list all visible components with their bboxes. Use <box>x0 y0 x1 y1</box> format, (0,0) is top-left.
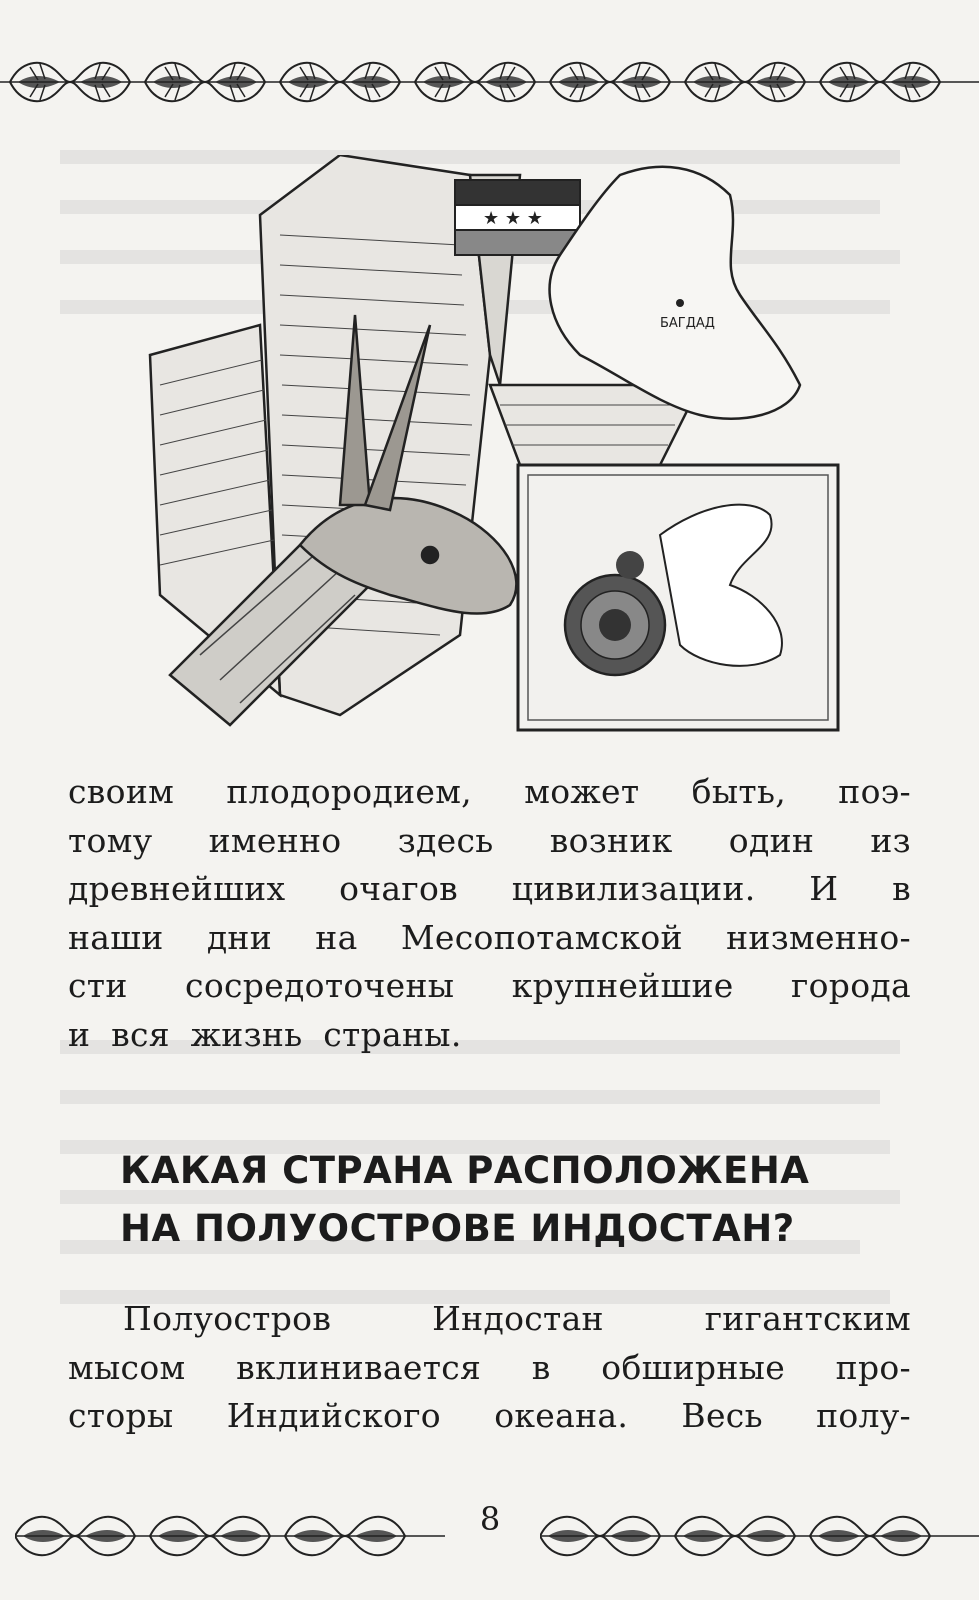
text-line: сти сосредоточены крупнейшие города <box>68 966 911 1005</box>
page-number: 8 <box>479 1500 501 1538</box>
body-paragraph-1 <box>68 768 911 1059</box>
text-line: древнейших очагов цивилизации. И в <box>68 869 911 908</box>
framed-artifact-illustration <box>518 465 838 730</box>
body-paragraph-2 <box>68 1295 911 1441</box>
bottom-ornament-left <box>15 1506 445 1566</box>
text-line: сторы Индийского океана. Весь полу- <box>68 1396 911 1435</box>
baghdad-label: БАГДАД <box>660 316 715 331</box>
heading-line-2: НА ПОЛУОСТРОВЕ ИНДОСТАН? <box>120 1207 795 1250</box>
text-line: наши дни на Месопотамской низменно- <box>68 917 911 957</box>
heading-line-1: КАКАЯ СТРАНА РАСПОЛОЖЕНА <box>120 1149 810 1192</box>
text-line: Полуостров Индостан гигантским <box>123 1299 911 1338</box>
iraq-map-illustration <box>550 167 800 419</box>
svg-text:★ ★ ★: ★ ★ ★ <box>483 208 543 229</box>
top-ornament-border <box>0 52 979 112</box>
section-heading <box>120 1142 880 1258</box>
flag-illustration <box>455 180 580 255</box>
text-line: мысом вклинивается в обширные про- <box>68 1347 911 1387</box>
text-line: и вся жизнь страны. <box>68 1014 462 1054</box>
text-line: своим плодородием, может быть, поэ- <box>68 772 911 811</box>
text-line: тому именно здесь возник один из <box>68 820 911 860</box>
illustration-iraq <box>140 155 860 745</box>
bottom-ornament-right <box>540 1506 979 1566</box>
